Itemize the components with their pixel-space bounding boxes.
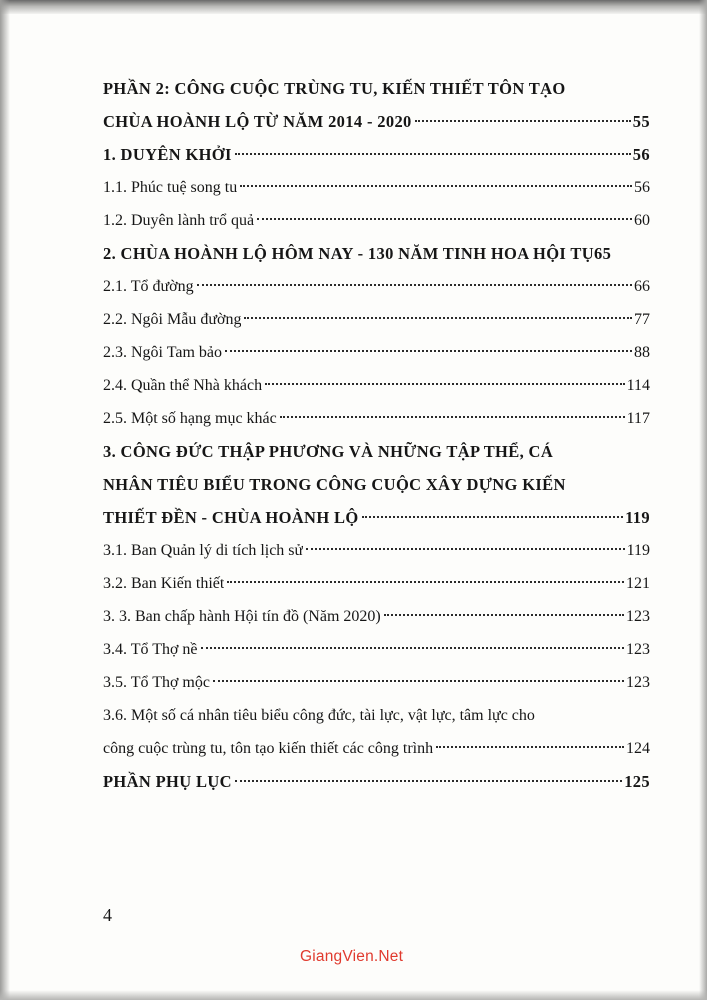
toc-entry-title: công cuộc trùng tu, tôn tạo kiến thiết các công trình (103, 740, 434, 757)
dot-leader (201, 647, 624, 649)
toc-entry (103, 138, 650, 171)
toc-entry (103, 402, 650, 435)
dot-leader (362, 516, 624, 518)
dot-leader (306, 548, 624, 550)
toc-entry-row (103, 204, 650, 237)
toc-entry-row (103, 105, 650, 138)
toc-entry-page: 60 (634, 212, 650, 229)
toc-entry-title: 3. 3. Ban chấp hành Hội tín đồ (Năm 2020) (103, 608, 381, 625)
toc-entry-row (103, 270, 650, 303)
toc-entry-row (103, 402, 650, 435)
page-shadow-right (699, 0, 707, 1000)
toc-entry (103, 171, 650, 204)
toc-entry-row (103, 237, 650, 270)
toc-entry-row (103, 303, 650, 336)
toc-entry-title: 2.3. Ngôi Tam bảo (103, 344, 223, 361)
toc-entry-row (103, 534, 650, 567)
toc-entry-page: 125 (624, 772, 650, 791)
toc-entry-row (103, 633, 650, 666)
page-shadow-bottom (0, 990, 707, 1000)
dot-leader (225, 350, 632, 352)
toc-entry-title-line: 3. CÔNG ĐỨC THẬP PHƯƠNG VÀ NHỮNG TẬP THỂ, CÁ (103, 442, 554, 461)
toc-entry-row (103, 765, 650, 798)
toc-entry (103, 369, 650, 402)
toc-entry-row (103, 369, 650, 402)
dot-leader (384, 614, 624, 616)
toc-entry-title-line: NHÂN TIÊU BIỂU TRONG CÔNG CUỘC XÂY DỰNG KIẾN (103, 475, 566, 494)
toc-entry (103, 204, 650, 237)
dot-leader (227, 581, 624, 583)
toc-entry (103, 303, 650, 336)
toc-entry-title: 1. DUYÊN KHỞI (103, 145, 232, 164)
toc-entry-row (103, 666, 650, 699)
toc-entry-row (103, 567, 650, 600)
toc-entry-title: 2.1. Tổ đường (103, 278, 194, 295)
table-of-contents (103, 72, 650, 798)
toc-entry (103, 666, 650, 699)
toc-entry-title: 3.2. Ban Kiến thiết (103, 575, 225, 592)
dot-leader (280, 416, 625, 418)
toc-entry-row (103, 501, 650, 534)
toc-entry-page: 66 (634, 278, 650, 295)
dot-leader (213, 680, 624, 682)
toc-entry-page: 56 (634, 179, 650, 196)
toc-entry-page: 65 (594, 244, 612, 263)
dot-leader (244, 317, 632, 319)
page-shadow-top (0, 0, 707, 14)
watermark-text: GiangVien.Net (300, 948, 404, 965)
toc-entry-page: 119 (626, 542, 650, 559)
dot-leader (436, 746, 624, 748)
dot-leader (235, 780, 622, 782)
toc-entry-page: 124 (626, 740, 650, 757)
toc-entry-title: 3.4. Tổ Thợ nề (103, 641, 198, 658)
toc-entry-row (103, 732, 650, 765)
dot-leader (197, 284, 632, 286)
toc-entry (103, 534, 650, 567)
toc-entry-page: 123 (626, 608, 650, 625)
toc-entry-page: 56 (632, 145, 650, 164)
toc-entry (103, 270, 650, 303)
toc-entry (103, 435, 650, 534)
dot-leader (415, 120, 631, 122)
toc-entry-title-line: PHẦN 2: CÔNG CUỘC TRÙNG TU, KIẾN THIẾT TÔN TẠO (103, 79, 566, 98)
page-shadow-left (0, 0, 10, 1000)
page-number: 4 (103, 905, 112, 925)
toc-entry-title-line: 3.6. Một số cá nhân tiêu biểu công đức, tài lực, vật lực, tâm lực cho (103, 707, 535, 724)
toc-entry (103, 336, 650, 369)
toc-entry-title: 3.1. Ban Quản lý di tích lịch sử (103, 542, 304, 559)
toc-entry (103, 699, 650, 765)
toc-entry-page: 88 (634, 344, 650, 361)
toc-entry-page: 123 (626, 674, 650, 691)
toc-entry (103, 633, 650, 666)
toc-entry-title: 2.2. Ngôi Mẫu đường (103, 311, 242, 328)
toc-entry-title: 1.1. Phúc tuệ song tu (103, 179, 238, 196)
dot-leader (265, 383, 625, 385)
toc-entry (103, 567, 650, 600)
toc-entry-page: 114 (626, 377, 650, 394)
toc-entry-page: 119 (625, 508, 650, 527)
toc-entry-title: 2. CHÙA HOÀNH LỘ HÔM NAY - 130 NĂM TINH HOA HỘI TỤ (103, 244, 594, 263)
toc-entry (103, 72, 650, 138)
toc-entry-title: PHẦN PHỤ LỤC (103, 772, 232, 791)
toc-entry (103, 765, 650, 798)
toc-entry-title: CHÙA HOÀNH LỘ TỪ NĂM 2014 - 2020 (103, 112, 412, 131)
toc-entry-row (103, 336, 650, 369)
toc-entry-title: THIẾT ĐỀN - CHÙA HOÀNH LỘ (103, 508, 359, 527)
toc-entry-title: 3.5. Tổ Thợ mộc (103, 674, 210, 691)
toc-entry-page: 77 (634, 311, 650, 328)
toc-entry (103, 600, 650, 633)
toc-entry-page: 121 (626, 575, 650, 592)
dot-leader (240, 185, 632, 187)
toc-entry-row (103, 600, 650, 633)
dot-leader (257, 218, 632, 220)
toc-entry-page: 55 (632, 112, 650, 131)
toc-entry-row (103, 171, 650, 204)
toc-entry-page: 117 (626, 410, 650, 427)
toc-entry-title: 1.2. Duyên lành trổ quả (103, 212, 255, 229)
toc-entry-title: 2.5. Một số hạng mục khác (103, 410, 277, 427)
toc-entry-title: 2.4. Quần thể Nhà khách (103, 377, 263, 394)
dot-leader (235, 153, 631, 155)
toc-entry-page: 123 (626, 641, 650, 658)
toc-entry (103, 237, 650, 270)
toc-entry-row (103, 138, 650, 171)
